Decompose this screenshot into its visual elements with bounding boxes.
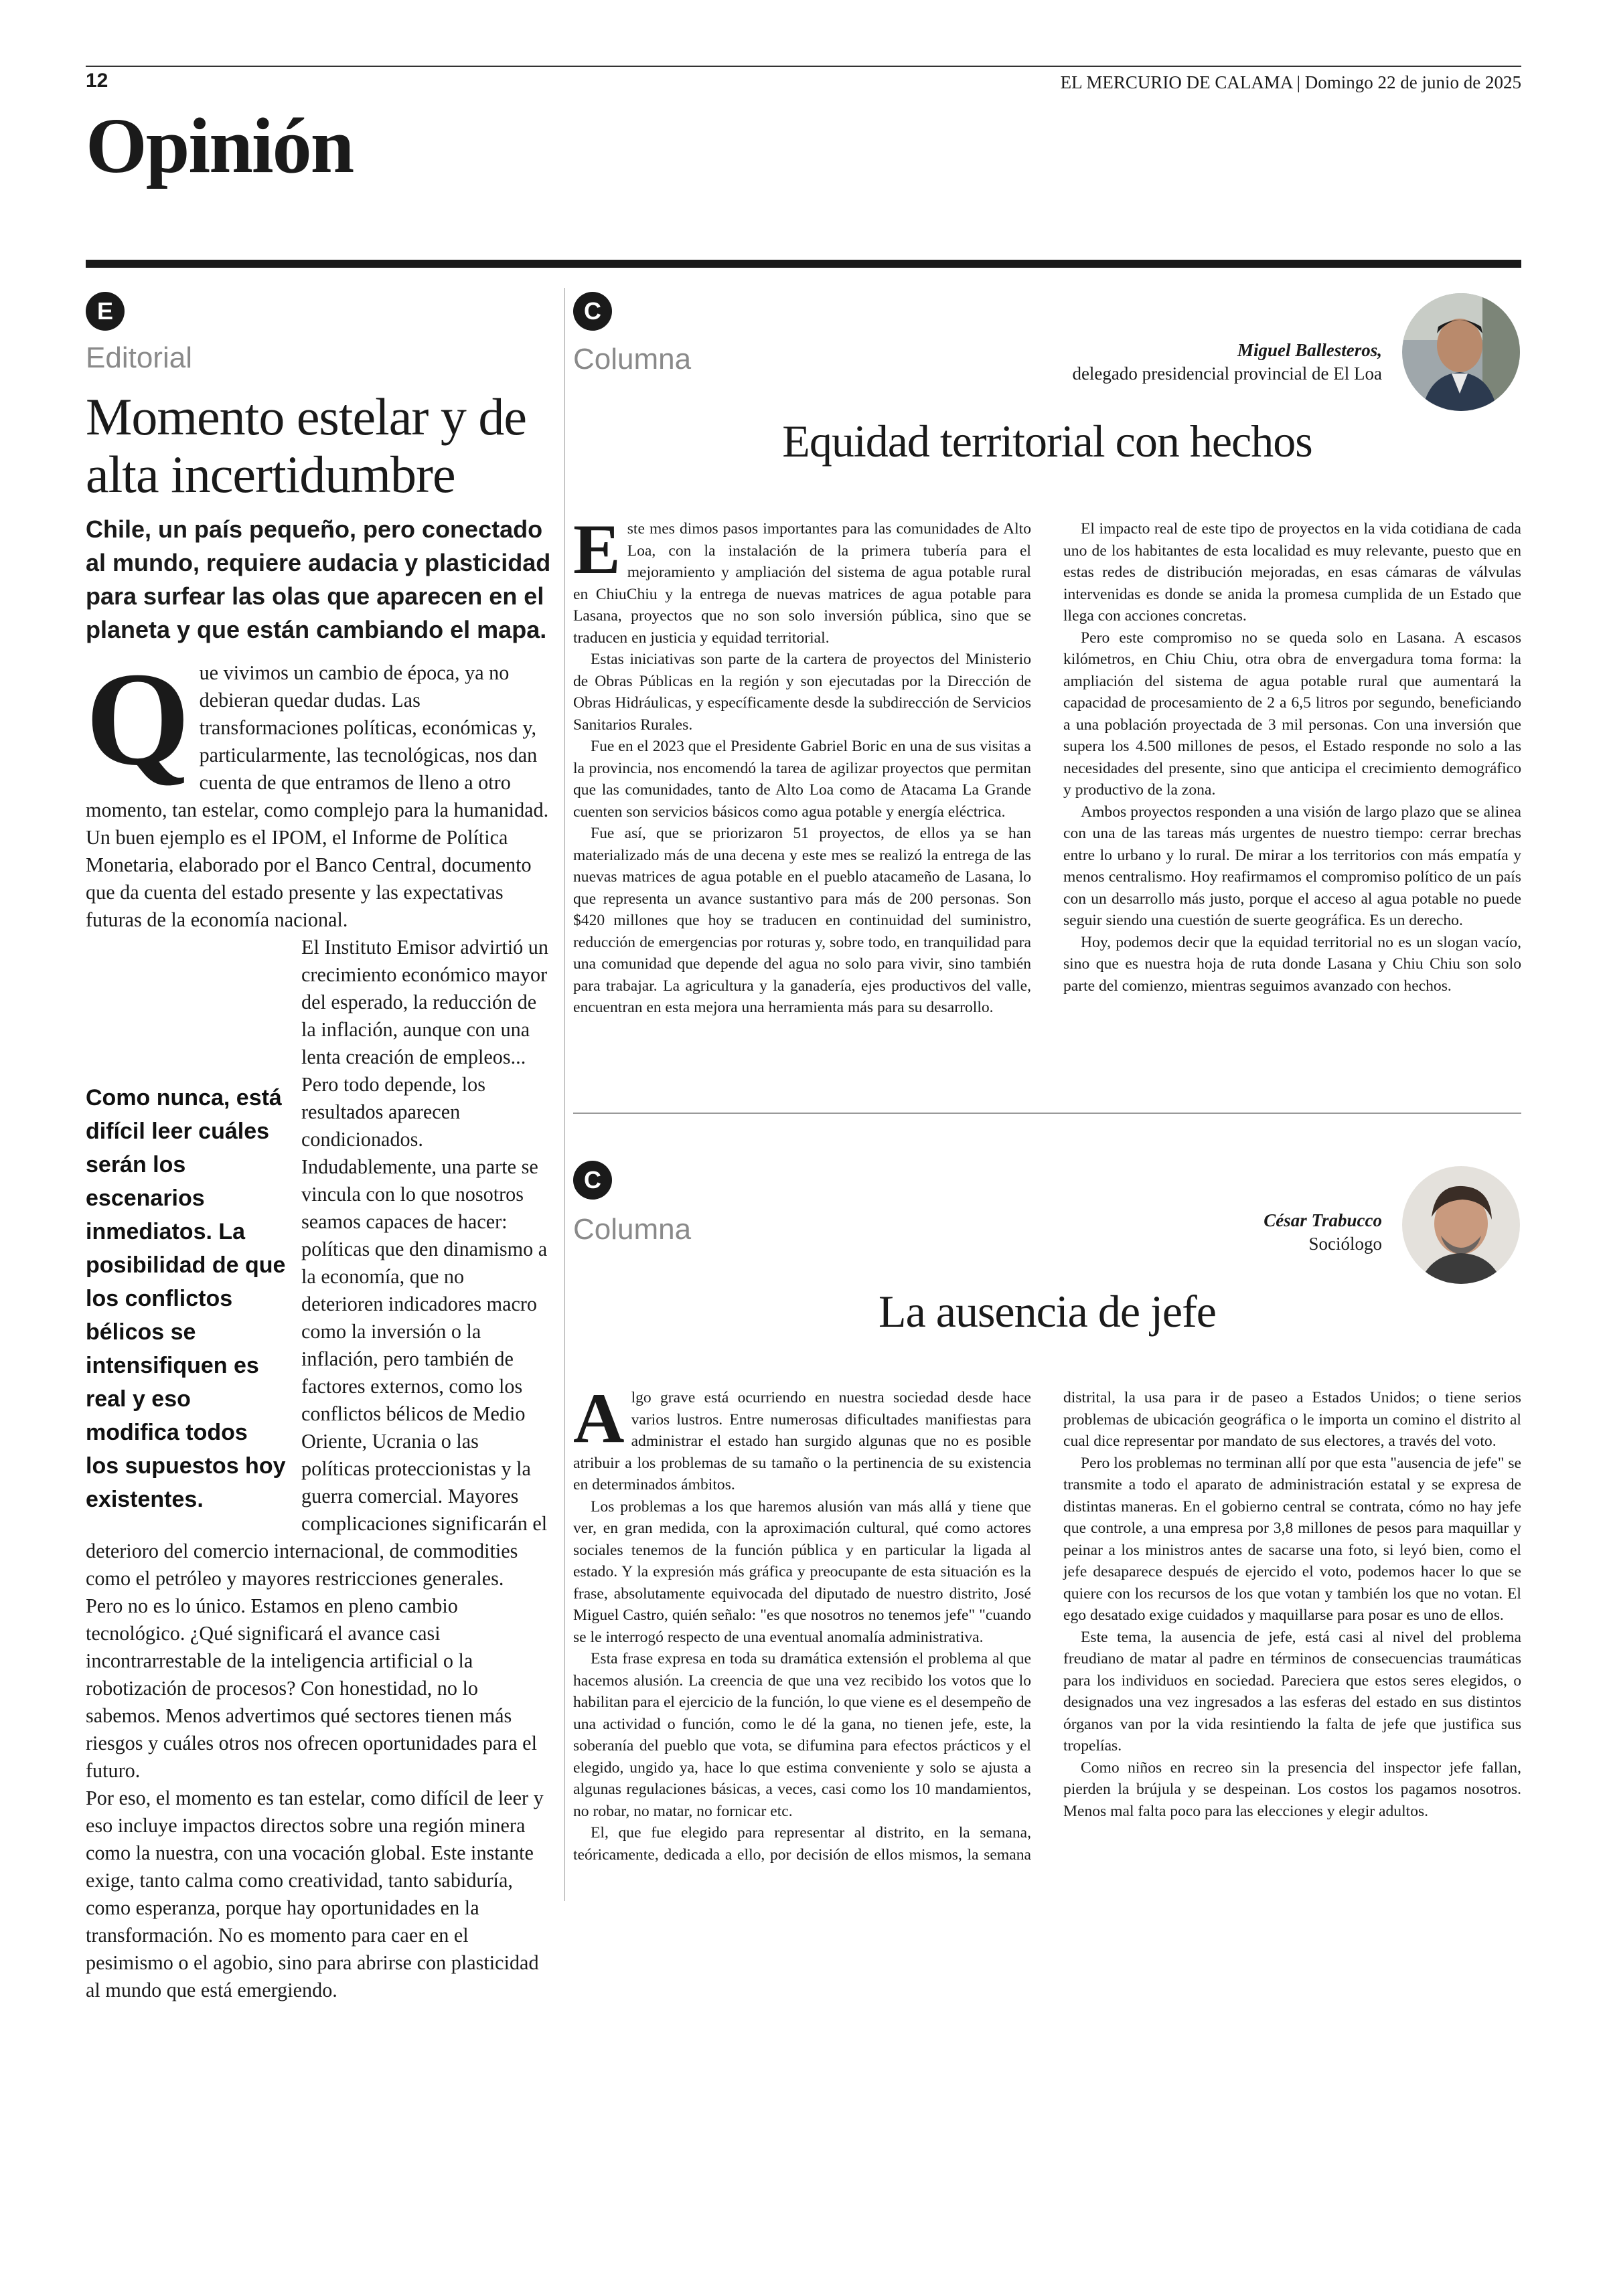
editorial-kicker: Editorial xyxy=(86,341,192,374)
column2-title: La ausencia de jefe xyxy=(878,1286,1216,1337)
section-divider xyxy=(86,260,1521,268)
column1-title: Equidad territorial con hechos xyxy=(782,416,1312,467)
column-divider xyxy=(564,288,565,1901)
editorial-paragraph: El Instituto Emisor advirtió un crecimiento económico mayor del esperado, la reducción de la inflación, aunque con una lenta creación de empleos... Pero todo depende, los resultados aparecen condicionados. Indudablemente, una parte se vincula con lo que nosotros seamos capaces de hacer: políticas que den dinamismo a la economía, que no deterioren indicadores macro como la inversión o la inflación, pero también de factores externos, como los conflictos bélicos de Medio Oriente, Ucrania o las políticas proteccionistas y la guerra comercial. Mayores complicaciones significarán el deterioro del comercio internacional, de commodities como el petróleo y mayores restricciones generales. xyxy=(86,936,548,1590)
column2-body xyxy=(573,1379,1521,1909)
editorial-body xyxy=(86,645,550,2004)
editorial-pullquote: Como nunca, está difícil leer cuáles serán los escenarios inmediatos. La posibilidad de que los conflictos bélicos se intensifiquen es real y eso modifica todos los supuestos hoy existentes. xyxy=(86,1085,286,1512)
column2-dropcap: A xyxy=(573,1379,625,1457)
column1-paragraph: El impacto real de este tipo de proyectos en la vida cotidiana de cada uno de los habitantes de esta localidad es muy relevante, puesto que en estas redes de distribución mejoradas, en esas cámaras de válvulas intervenidas es donde se anida la promesa cumplida de un Estado que llega con acciones concretas. xyxy=(1063,520,1521,625)
top-rule xyxy=(86,66,1521,67)
column2-paragraph: lgo grave está ocurriendo en nuestra sociedad desde hace varios lustros. Entre numerosas dificultades manifiestas para administrar el estado han surgido algunas que no es posible atribuir a los problemas de su tamaño o la pertinencia de su existencia en determinados ámbitos. xyxy=(573,1389,1031,1493)
masthead: EL MERCURIO DE CALAMA | Domingo 22 de junio de 2025 xyxy=(1060,72,1521,92)
column1-body xyxy=(573,510,1521,1060)
column1-byline xyxy=(980,339,1382,386)
column1-paragraph: ste mes dimos pasos importantes para las comunidades de Alto Loa, con la instalación de la primera tubería para el mejoramiento y ampliación del sistema de agua potable rural en ChiuChiu y la entrega de nuevas matrices de agua potable para Lasana, proyectos que no son solo inversión pública, sino que se traducen en justicia y equidad territorial. xyxy=(573,520,1031,647)
column1-paragraph: Hoy, podemos decir que la equidad territorial no es un slogan vacío, sino que es nuestra hoja de ruta donde Lasana y Chiu Chiu son solo parte del comienzo, mientras seguimos avanzado con hechos. xyxy=(1063,933,1521,995)
editorial-paragraph: Pero no es lo único. Estamos en pleno cambio tecnológico. ¿Qué significará el avance casi incontrarrestable de la inteligencia artificial o la robotización de procesos? Con honestidad, no lo sabemos. Menos advertimos qué sectores tienen más riesgos y cuáles otros nos ofrecen oportunidades para el futuro. xyxy=(86,1594,537,1782)
column2-badge: C xyxy=(573,1161,612,1200)
editorial-paragraph: Un buen ejemplo es el IPOM, el Informe de Política Monetaria, elaborado por el Banco Central, documento que da cuenta del estado presente y las expectativas futuras de la economía nacional. xyxy=(86,826,532,931)
column1-kicker: Columna xyxy=(573,343,692,376)
editorial-paragraph: ue vivimos un cambio de época, ya no debieran quedar dudas. Las transformaciones políticas, económicas y, particularmente, las tecnológicas, nos dan cuenta de que entramos de lleno a otro momento, tan estelar, como complejo para la humanidad. xyxy=(86,661,549,821)
column-separator xyxy=(573,1113,1521,1114)
column1-paragraph: Fue así, que se priorizaron 51 proyectos, de ellos ya se han materializado más de una decena y este mes se realizó la entrega de las nuevas matrices de agua potable en el pueblo atacameño de Lasana, lo que representa un avance sustantivo para más de 200 personas. Son $420 millones que hoy se traducen en continuidad del suministro, reducción de emergencias por roturas y, sobre todo, en tranquilidad para una comunidad que depende del agua no solo para vivir, sino también para trabajar. La agricultura y la ganadería, ejes productivos del valle, encuentran en esta mejora una herramienta más para su desarrollo. xyxy=(573,825,1031,1016)
avatar xyxy=(1402,1166,1520,1284)
editorial-lead: Chile, un país pequeño, pero conectado al mundo, requiere audacia y plasticidad para surfear las olas que aparecen en el planeta y que están cambiando el mapa. xyxy=(86,515,551,643)
page-number: 12 xyxy=(86,70,108,92)
author-role: delegado presidencial provincial de El Loa xyxy=(1072,363,1382,384)
column1-paragraph: Ambos proyectos responden a una visión de largo plazo que se alinea con una de las tareas más urgentes de nuestro tiempo: cerrar brechas entre lo urbano y lo rural. De mirar a los territorios con más empatía y menos centralismo. Hoy reafirmamos el compromiso político de un país con un desarrollo más justo, porque el acceso al agua potable no puede seguir siendo una cuestión de suerte geográfica. Es un derecho. xyxy=(1063,803,1521,929)
column2-paragraph: Los problemas a los que haremos alusión van más allá y tiene que ver, en gran medida, con la aproximación cultural, qué como actores sociales tenemos de la función pública y en particular la ligada al estado. Y la expresión más gráfica y preocupante de esta situación es la frase, absolutamente equivocada del diputado de nuestro distrito, José Miguel Castro, quién señalo: "es que nosotros no tenemos jefe" "cuando se le interrogó respecto de una eventual anomalía administrativa. xyxy=(573,1497,1031,1646)
column1-badge: C xyxy=(573,292,612,331)
column2-paragraph: Como niños en recreo sin la presencia del inspector jefe fallan, pierden la brújula y se despeinan. Los costos los pagamos nosotros. Menos mal falta poco para las elecciones y elegir adultos. xyxy=(1063,1758,1521,1820)
column1-dropcap: E xyxy=(573,510,621,588)
column1-paragraph: Pero este compromiso no se queda solo en Lasana. A escasos kilómetros, en Chiu Chiu, otra obra de envergadura toma forma: la ampliación del sistema de agua potable rural que aumentará la capacidad de procesamiento de 2 a 6,5 litros por segundo, beneficiando a una población proyectada de 3 mil personas. Con una inversión que supera los 4.500 millones de pesos, el Estado responde no solo a las necesidades del presente, sino que anticipa el crecimiento demográfico y productivo de la zona. xyxy=(1063,629,1521,799)
editorial-dropcap: Q xyxy=(86,645,190,793)
column2-kicker: Columna xyxy=(573,1213,692,1246)
column2-paragraph: Esta frase expresa en toda su dramática extensión el problema al que hacemos alusión. La creencia de que una vez recibido los votos que lo habilitan para el ejercicio de la función, lo que viene es el desempeño de una actividad o función, como le dé la gana, no tienen jefe, este, la soberanía del pueblo que vota, se difumina para efectos prácticos y el elegido, ungido ya, hace lo que estima conveniente y solo se ajusta a algunas regulaciones básicas, a veces, casi como los 10 mandamientos, no robar, no matar, no fornicar etc. xyxy=(573,1650,1031,1820)
author-role: Sociólogo xyxy=(1308,1234,1382,1254)
avatar xyxy=(1402,293,1520,411)
editorial-badge: E xyxy=(86,292,125,331)
editorial-paragraph: Por eso, el momento es tan estelar, como difícil de leer y eso incluye impactos directos sobre una región minera como la nuestra, con una vocación global. Este instante exige, tanto calma como creatividad, tanto sabiduría, como esperanza, porque hay oportunidades en la transformación. No es momento para caer en el pesimismo o el agobio, sino para abrirse con plasticidad al mundo que está emergiendo. xyxy=(86,1787,544,2001)
author-name: Miguel Ballesteros, xyxy=(1237,340,1382,360)
editorial-title: Momento estelar y de alta incertidumbre xyxy=(86,388,526,503)
author-name: César Trabucco xyxy=(1264,1210,1382,1230)
column2-paragraph: El, que fue elegido para representar al distrito, en la semana, teóricamente, dedicada a ello, por decisión de ellos mismos, la semana distrital, la usa para ir de paseo a Estados Unidos; o tiene serios problemas de ubicación geográfica o le importa un comino el distrito al cual dice representar por mandato de sus electores, a través del voto. xyxy=(573,1389,1521,1864)
column1-paragraph: Fue en el 2023 que el Presidente Gabriel Boric en una de sus visitas a la provincia, nos encomendó la tarea de agilizar proyectos que permitan que las comunidades, tanto de Alto Loa como de Atacama La Grande cuenten son servicios básicos como agua potable y energía eléctrica. xyxy=(573,738,1031,821)
column2-paragraph: Este tema, la ausencia de jefe, está casi al nivel del problema freudiano de matar al padre en términos de consecuencias traumáticas para los individuos en sociedad. Pareciera que estos seres elegidos, o designados una vez ingresados a las esferas del estado en sus distintos órganos van por la vida resintiendo la falta de jefe que justifica sus tropelías. xyxy=(1063,1628,1521,1754)
column1-paragraph: Estas iniciativas son parte de la cartera de proyectos del Ministerio de Obras Públicas en la región y son ejecutadas por la Dirección de Obras Hidráulicas, y específicamente desde la subdirección de Servicios Sanitarios Rurales. xyxy=(573,651,1031,734)
column2-paragraph: Pero los problemas no terminan allí por que esta "ausencia de jefe" se transmite a todo el aparato de administración estatal y se expresa de distintas maneras. En el gobierno central se contrata, cómo no hay jefe que controle, a una empresa por 3,8 millones de pesos para maquillar y peinar a los ministros antes de sacarse una foto, si leyó bien, como el jefe desaparece después de ejercido el voto, podemos hacer lo que se quiere con los recursos de los que votan y también los que no votan. El ego desatado exige cuidados y maquillarse para posar es uno de ellos. xyxy=(1063,1454,1521,1624)
section-title: Opinión xyxy=(86,102,354,189)
column2-byline xyxy=(980,1209,1382,1256)
